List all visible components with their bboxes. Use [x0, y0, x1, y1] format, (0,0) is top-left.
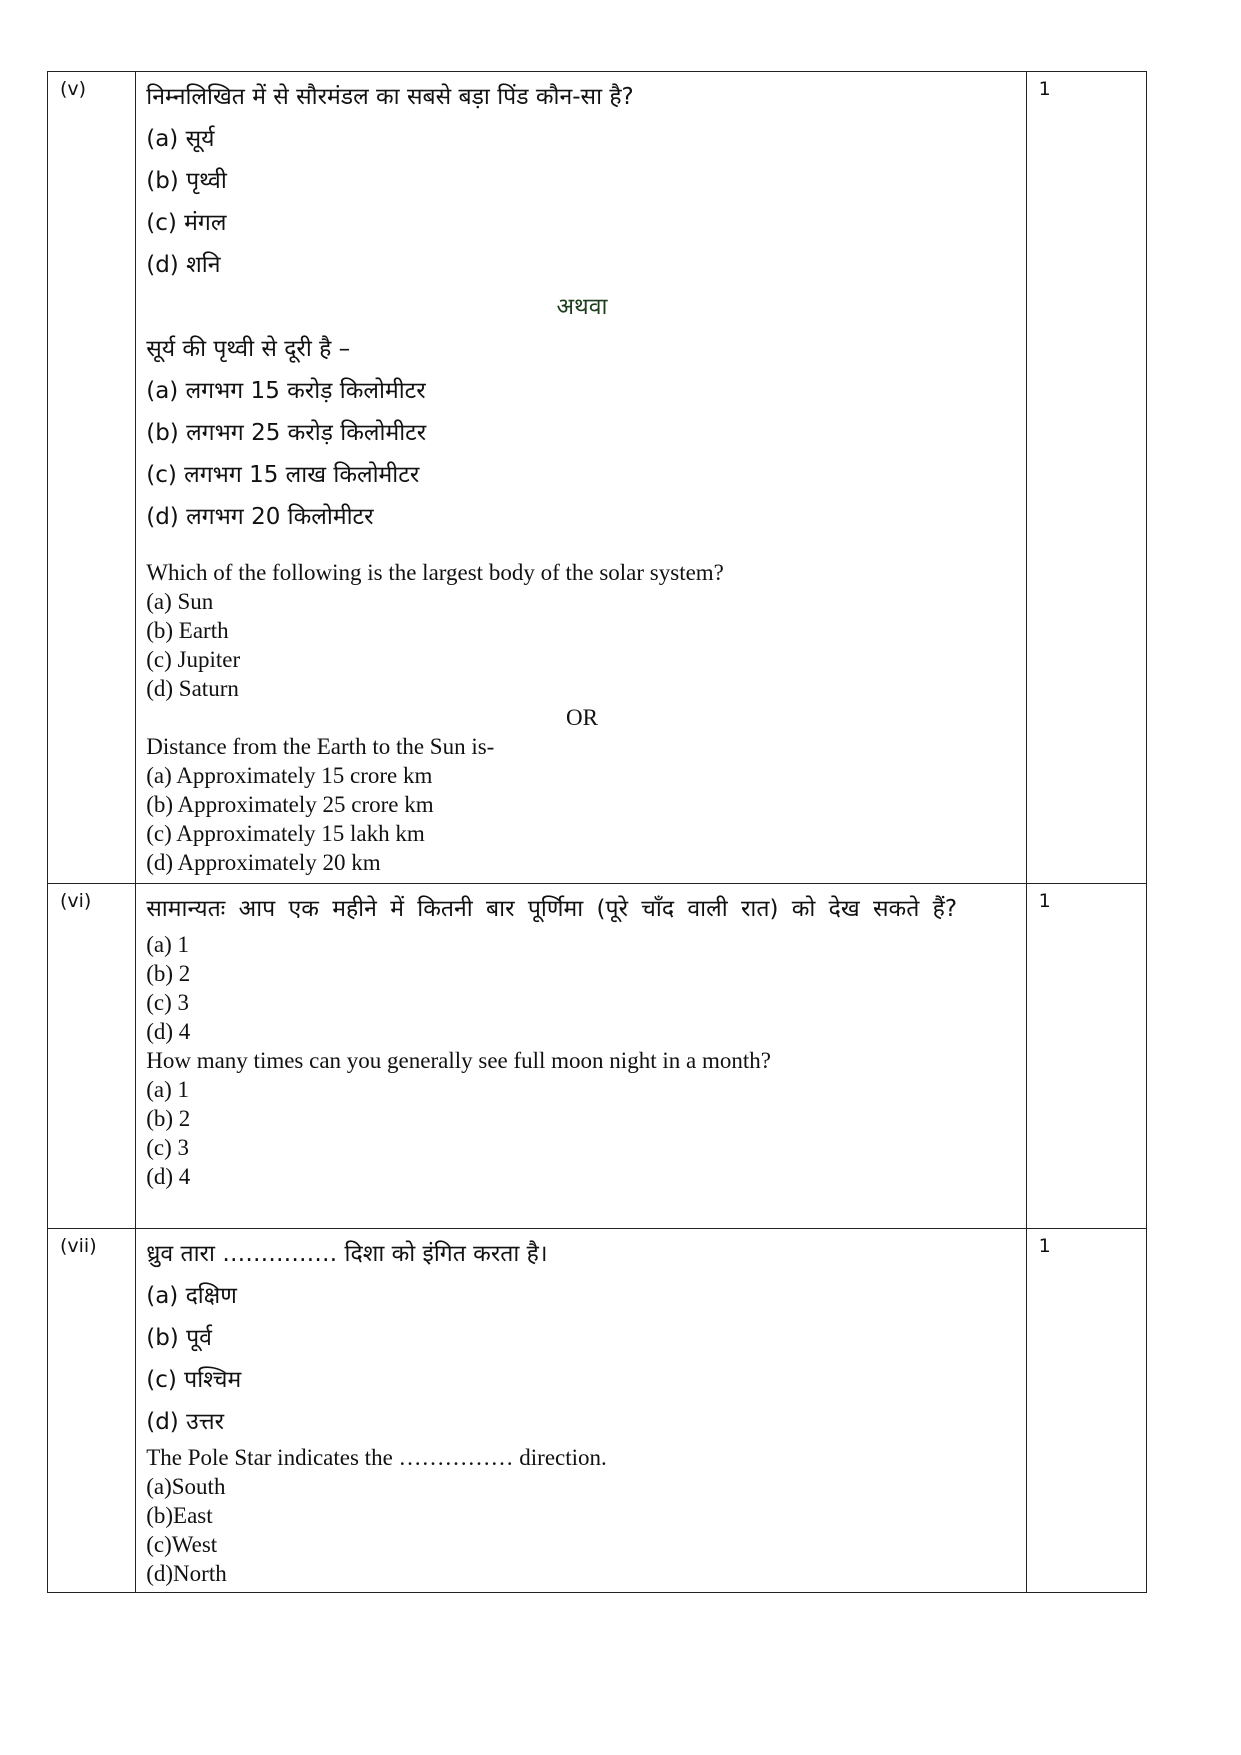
- alt-option-d-hindi: (d) लगभग 20 किलोमीटर: [146, 504, 374, 530]
- or-label-english: OR: [565, 705, 598, 730]
- alt-option-a-english: (a) Approximately 15 crore km: [146, 763, 433, 788]
- question-row-v: [48, 72, 1147, 884]
- alt-option-a-hindi: (a) लगभग 15 करोड़ किलोमीटर: [146, 378, 426, 404]
- question-row-vi: [48, 884, 1147, 1229]
- question-text-english: How many times can you generally see full moon night in a month?: [146, 1048, 771, 1073]
- alt-option-d-english: (d) Approximately 20 km: [146, 850, 381, 875]
- option-c-hindi: (c) पश्चिम: [146, 1367, 242, 1393]
- marks-cell: [1026, 72, 1146, 884]
- option-a-hindi: (a) सूर्य: [146, 126, 215, 152]
- question-table: [47, 71, 1147, 1593]
- question-number: (vii): [60, 1235, 97, 1257]
- option-d-hindi: (d) 4: [146, 1019, 191, 1044]
- option-b-hindi: (b) पूर्व: [146, 1325, 212, 1351]
- option-b-hindi: (b) पृथ्वी: [146, 168, 227, 194]
- alt-question-text-hindi: सूर्य की पृथ्वी से दूरी है –: [146, 336, 351, 362]
- marks-value: 1: [1038, 1235, 1051, 1257]
- question-text-english: Which of the following is the largest body of the solar system?: [146, 560, 724, 585]
- option-c-hindi: (c) 3: [146, 990, 190, 1015]
- alt-question-text-english: Distance from the Earth to the Sun is-: [146, 734, 495, 759]
- option-b-english: (b) 2: [146, 1106, 191, 1131]
- or-label-hindi: अथवा: [556, 294, 608, 320]
- question-number-cell: [48, 884, 136, 1229]
- spacer: [146, 538, 1017, 558]
- option-c-hindi: (c) मंगल: [146, 210, 227, 236]
- question-text-hindi: निम्नलिखित में से सौरमंडल का सबसे बड़ा पिंड कौन-सा है?: [146, 84, 634, 110]
- option-a-english: (a)South: [146, 1474, 226, 1499]
- option-b-english: (b) Earth: [146, 618, 229, 643]
- option-a-hindi: (a) 1: [146, 932, 190, 957]
- question-text-hindi: सामान्यतः आप एक महीने में कितनी बार पूर्णिमा (पूरे चाँद वाली रात) को देख सकते हैं?: [146, 896, 958, 922]
- question-number: (v): [60, 78, 87, 100]
- option-c-english: (c) Jupiter: [146, 647, 241, 672]
- question-row-vii: [48, 1229, 1147, 1593]
- question-number-cell: [48, 72, 136, 884]
- option-d-hindi: (d) शनि: [146, 252, 221, 278]
- option-d-hindi: (d) उत्तर: [146, 1409, 224, 1435]
- marks-cell: [1026, 1229, 1146, 1593]
- question-body-cell: [136, 884, 1026, 1229]
- option-a-hindi: (a) दक्षिण: [146, 1283, 237, 1309]
- option-c-english: (c) 3: [146, 1135, 190, 1160]
- option-b-english: (b)East: [146, 1503, 213, 1528]
- option-a-english: (a) 1: [146, 1077, 190, 1102]
- option-b-hindi: (b) 2: [146, 961, 191, 986]
- alt-option-b-english: (b) Approximately 25 crore km: [146, 792, 434, 817]
- option-c-english: (c)West: [146, 1532, 218, 1557]
- alt-option-b-hindi: (b) लगभग 25 करोड़ किलोमीटर: [146, 420, 427, 446]
- alt-option-c-english: (c) Approximately 15 lakh km: [146, 821, 425, 846]
- option-d-english: (d) 4: [146, 1164, 191, 1189]
- question-text-english: The Pole Star indicates the …………… direction.: [146, 1445, 607, 1470]
- alt-option-c-hindi: (c) लगभग 15 लाख किलोमीटर: [146, 462, 420, 488]
- marks-cell: [1026, 884, 1146, 1229]
- option-d-english: (d)North: [146, 1561, 227, 1586]
- question-body-cell: [136, 1229, 1026, 1593]
- question-body-cell: [136, 72, 1026, 884]
- option-d-english: (d) Saturn: [146, 676, 239, 701]
- question-number-cell: [48, 1229, 136, 1593]
- question-number: (vi): [60, 890, 92, 912]
- option-a-english: (a) Sun: [146, 589, 214, 614]
- marks-value: 1: [1038, 890, 1051, 912]
- question-text-hindi: ध्रुव तारा …………… दिशा को इंगित करता है।: [146, 1241, 548, 1267]
- marks-value: 1: [1038, 78, 1051, 100]
